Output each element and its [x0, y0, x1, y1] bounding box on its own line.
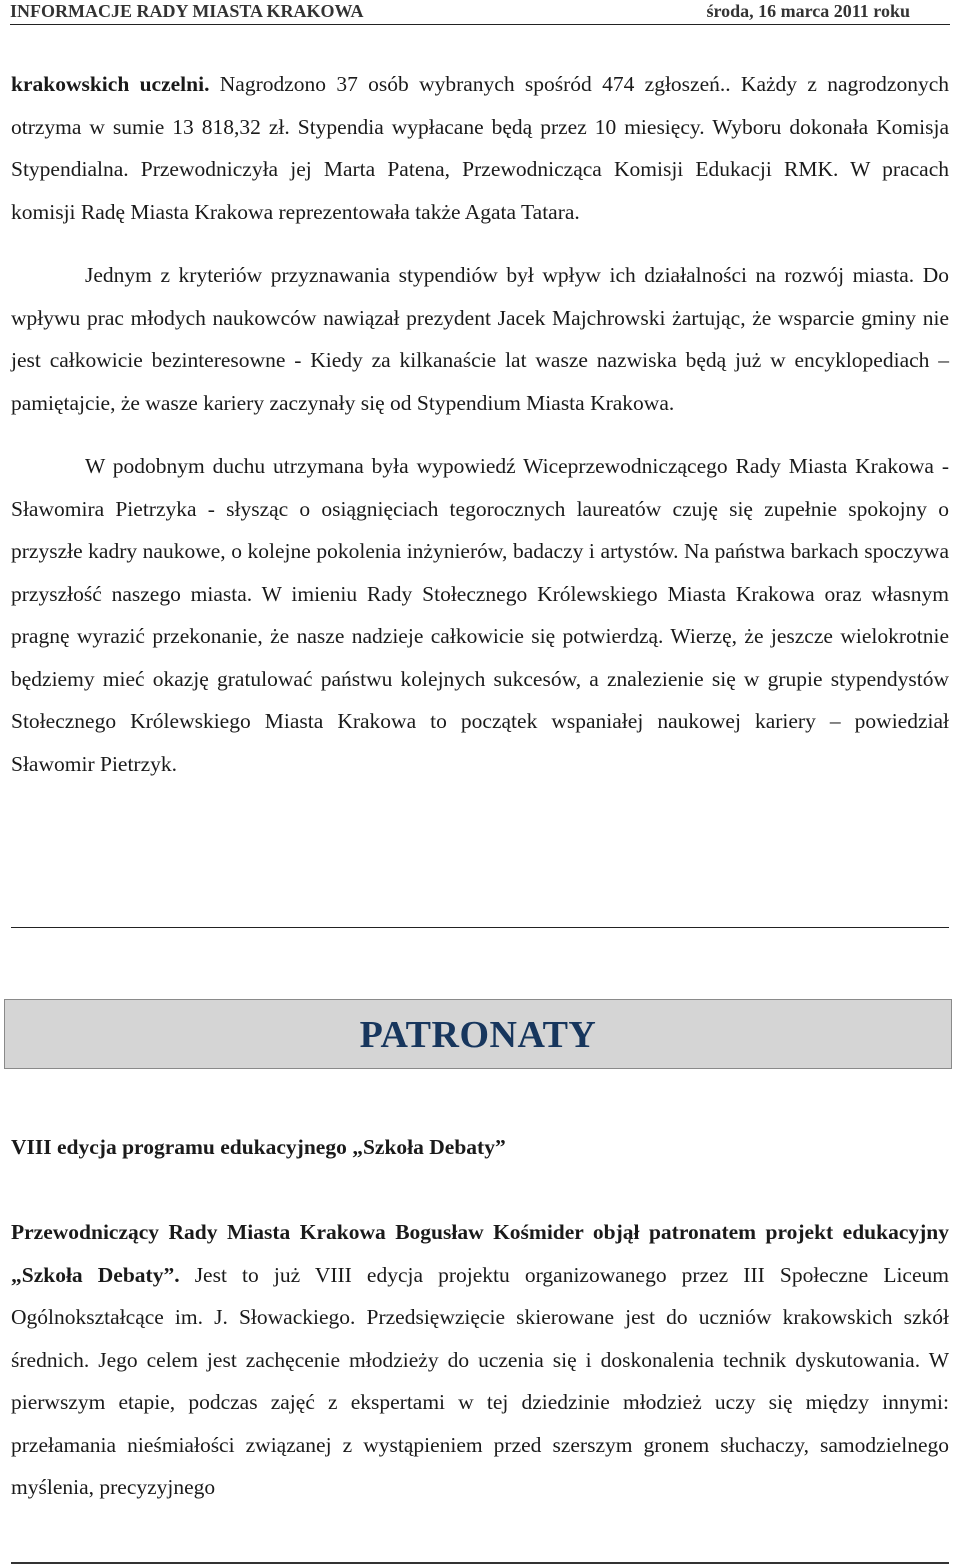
paragraph: W podobnym duchu utrzymana była wypowiedź Wiceprzewodniczącego Rady Miasta Krakowa - Sławomira Pietrzyka - słysząc o osiągnięciach tegorocznych laureatów czuję się zupełnie spokojny o przyszłe kadry naukowe, o kolejne pokolenia inżynierów, badaczy i artystów. Na państwa barkach spoczywa przyszłość naszego miasta. W imieniu Rady Stołecznego Królewskiego Miasta Krakowa oraz własnym pragnę wyrazić przekonanie, że nasze nadzieje całkowicie się potwierdzą. Wierzę, że jeszcze wielokrotnie będziemy mieć okazję gratulować państwu kolejnych sukcesów, a znalezienie się w grupie stypendystów Stołecznego Królewskiego Miasta Krakowa to początek wspaniałej naukowej kariery – powiedział Sławomir Pietrzyk. [11, 454, 949, 776]
bold-lead: krakowskich uczelni. [11, 72, 210, 96]
section-banner [4, 999, 952, 1069]
page-header [10, 0, 950, 25]
paragraph: Jednym z kryteriów przyznawania stypendiów był wpływ ich działalności na rozwój miasta. Do wpływu prac młodych naukowców nawiązał prezydent Jacek Majchrowski żartując, że wsparcie gminy nie jest całkowicie bezinteresowne - Kiedy za kilkanaście lat wasze nazwiska będą już w encyklopediach – pamiętajcie, że wasze kariery zaczynały się od Stypendium Miasta Krakowa. [11, 263, 949, 415]
article-scholarships [11, 63, 949, 785]
article-heading: VIII edycja programu edukacyjnego „Szkoła Debaty” [11, 1135, 506, 1159]
publication-title: INFORMACJE RADY MIASTA KRAKOWA [10, 1, 364, 21]
section-banner-title: PATRONATY [359, 1014, 597, 1056]
bold-lead: Przewodniczący Rady Miasta Krakowa Bogusław Kośmider objął patronatem projekt edukacyjny „Szkoła Debaty”. [11, 1220, 949, 1287]
footer-divider [11, 1562, 949, 1564]
paragraph [11, 63, 949, 233]
issue-date: środa, 16 marca 2011 roku [706, 1, 910, 21]
article-debate-school [11, 1211, 949, 1509]
paragraph-text: Jest to już VIII edycja projektu organizowanego przez III Społeczne Liceum Ogólnokształcące im. J. Słowackiego. Przedsięwzięcie skierowane jest do uczniów krakowskich szkół średnich. Jego celem jest zachęcenie młodzieży do uczenia się i doskonalenia technik dyskutowania. W pierwszym etapie, podczas zajęć z ekspertami w tej dziedzinie młodzież uczy się między innymi: przełamania nieśmiałości związanej z wystąpieniem przed szerszym gronem słuchaczy, samodzielnego myślenia, precyzyjnego [11, 1262, 949, 1499]
paragraph-text: Nagrodzono 37 osób wybranych spośród 474 zgłoszeń.. Każdy z nagrodzonych otrzyma w sumie 13 818,32 zł. Stypendia wypłacane będą przez 10 miesięcy. Wyboru dokonała Komisja Stypendialna. Przewodniczyła jej Marta Patena, Przewodnicząca Komisji Edukacji RMK. W pracach komisji Radę Miasta Krakowa reprezentowała także Agata Tatara. [11, 72, 949, 224]
section-divider [11, 927, 949, 928]
paragraph [11, 1211, 949, 1509]
